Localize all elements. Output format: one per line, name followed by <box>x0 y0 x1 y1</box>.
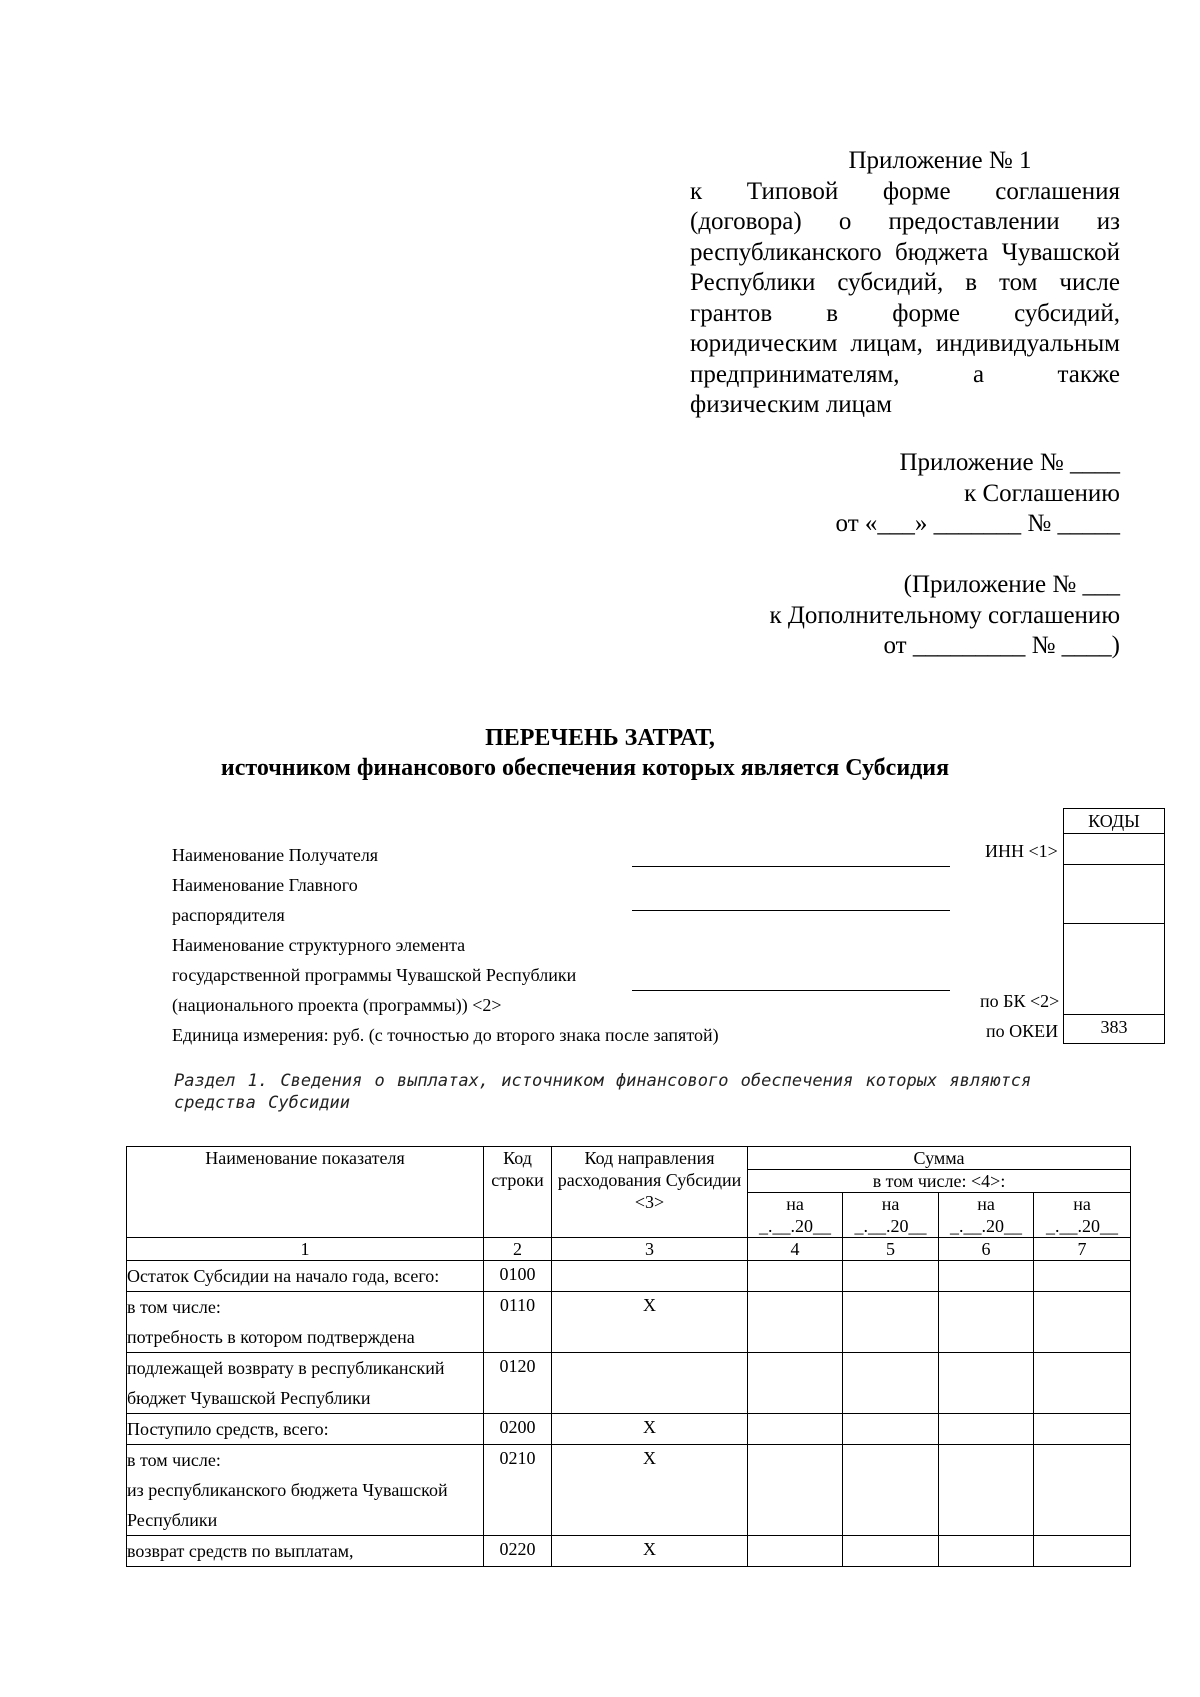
row-value[interactable] <box>843 1353 939 1414</box>
element-label-3: (национального проекта (программы)) <2> <box>172 995 502 1015</box>
codes-box <box>1063 808 1165 1044</box>
row-label: Остаток Субсидии на начало года, всего: <box>127 1261 484 1292</box>
additional-appendix-line1: (Приложение № ___ <box>903 571 1120 598</box>
row-label: Поступило средств, всего: <box>127 1414 484 1445</box>
row-code: 0120 <box>484 1353 552 1414</box>
inn-label: ИНН <1> <box>985 841 1058 861</box>
recipient-row <box>172 840 932 870</box>
element-row <box>172 930 932 1020</box>
manager-label-1: Наименование Главного <box>172 875 358 895</box>
header-period-3 <box>939 1193 1034 1238</box>
row-value[interactable] <box>843 1261 939 1292</box>
header-period-2 <box>843 1193 939 1238</box>
col-number: 4 <box>748 1238 843 1261</box>
row-value[interactable] <box>939 1353 1034 1414</box>
manager-row <box>172 870 932 930</box>
row-mark <box>552 1353 748 1414</box>
row-mark: X <box>552 1536 748 1567</box>
unit-row <box>172 1020 932 1050</box>
bk-label: по БК <2> <box>980 991 1060 1011</box>
header-sum: Сумма <box>748 1147 1131 1170</box>
row-code: 0200 <box>484 1414 552 1445</box>
agreement-appendix-line1: Приложение № ____ <box>899 449 1120 476</box>
agreement-appendix-line2: к Соглашению <box>964 479 1120 507</box>
appendix-title: Приложение № 1 <box>848 147 1032 174</box>
row-mark: X <box>552 1445 748 1536</box>
additional-appendix-line3: от _________ № ____) <box>883 632 1120 659</box>
row-code: 0100 <box>484 1261 552 1292</box>
bk-code-cell <box>1064 923 1164 1014</box>
period-date: _.__.20__ <box>950 1216 1022 1236</box>
table-row <box>127 1536 1131 1567</box>
appendix-text: к Типовой форме соглашения (договора) о предоставлении из республиканского бюджета Чувашской Республики субсидий, в том числе грантов в форме субсидий, юридическим лицам, индивидуальным предпринимателям, а также физическим лицам <box>690 177 1120 418</box>
col-number: 7 <box>1034 1238 1131 1261</box>
header-period-1 <box>748 1193 843 1238</box>
okei-code-cell: 383 <box>1064 1014 1164 1043</box>
row-value[interactable] <box>843 1292 939 1353</box>
manager-line <box>632 910 950 911</box>
codes-header: КОДЫ <box>1088 811 1140 831</box>
info-block <box>172 840 932 1050</box>
row-value[interactable] <box>748 1414 843 1445</box>
section-title: Раздел 1. Сведения о выплатах, источником финансового обеспечения которых являются средства Субсидии <box>174 1071 1032 1113</box>
row-value[interactable] <box>843 1536 939 1567</box>
row-mark: X <box>552 1292 748 1353</box>
row-value[interactable] <box>939 1414 1034 1445</box>
manager-code-cell <box>1064 864 1164 923</box>
row-value[interactable] <box>1034 1445 1131 1536</box>
col-number: 1 <box>127 1238 484 1261</box>
period-prefix: на <box>1073 1194 1091 1214</box>
row-value[interactable] <box>843 1414 939 1445</box>
recipient-line <box>632 866 950 867</box>
period-prefix: на <box>881 1194 900 1214</box>
period-date: _.__.20__ <box>854 1216 927 1236</box>
col-number: 5 <box>843 1238 939 1261</box>
header-name: Наименование показателя <box>127 1147 484 1238</box>
appendix-header <box>690 146 1120 421</box>
row-label: в том числе: потребность в котором подтверждена <box>127 1292 484 1353</box>
period-prefix: на <box>977 1194 995 1214</box>
table-row <box>127 1353 1131 1414</box>
row-value[interactable] <box>1034 1414 1131 1445</box>
heading-line2: источником финансового обеспечения которых является Субсидия <box>220 755 950 781</box>
row-code: 0220 <box>484 1536 552 1567</box>
period-date: _.__.20__ <box>1046 1216 1119 1236</box>
period-date: _.__.20__ <box>759 1216 831 1236</box>
header-including: в том числе: <4>: <box>748 1170 1131 1193</box>
row-code: 0210 <box>484 1445 552 1536</box>
col-number: 3 <box>552 1238 748 1261</box>
additional-appendix-line2: к Дополнительному соглашению <box>769 601 1120 629</box>
row-value[interactable] <box>1034 1292 1131 1353</box>
header-code: Код строки <box>484 1147 552 1238</box>
row-label: возврат средств по выплатам, <box>127 1536 484 1567</box>
inn-code-cell <box>1064 833 1164 864</box>
heading-line1: ПЕРЕЧЕНЬ ЗАТРАТ, <box>485 725 715 751</box>
row-value[interactable] <box>1034 1261 1131 1292</box>
row-mark: X <box>552 1414 748 1445</box>
row-value[interactable] <box>748 1261 843 1292</box>
row-value[interactable] <box>1034 1536 1131 1567</box>
manager-label-2: распорядителя <box>172 905 285 925</box>
col-number: 6 <box>939 1238 1034 1261</box>
recipient-label: Наименование Получателя <box>172 845 379 865</box>
header-direction: Код направления расходования Субсидии <3> <box>552 1147 748 1238</box>
row-mark <box>552 1261 748 1292</box>
row-code: 0110 <box>484 1292 552 1353</box>
agreement-appendix <box>836 448 1120 540</box>
element-line <box>632 990 950 991</box>
period-prefix: на <box>786 1194 804 1214</box>
document-heading <box>0 723 1200 783</box>
row-value[interactable] <box>939 1292 1034 1353</box>
agreement-appendix-line3: от «___» _______ № _____ <box>835 510 1120 537</box>
row-label: в том числе: из республиканского бюджета Чувашской Республики <box>127 1445 484 1536</box>
unit-label: Единица измерения: руб. (с точностью до второго знака после запятой) <box>172 1025 719 1045</box>
table-row <box>127 1261 1131 1292</box>
okei-label: по ОКЕИ <box>986 1021 1059 1041</box>
table-row <box>127 1292 1131 1353</box>
element-label-1: Наименование структурного элемента <box>172 935 466 955</box>
additional-appendix <box>769 570 1120 662</box>
table-row <box>127 1445 1131 1536</box>
row-value[interactable] <box>748 1536 843 1567</box>
column-numbers-row <box>127 1238 1131 1261</box>
payments-table <box>126 1146 1131 1567</box>
header-period-4 <box>1034 1193 1131 1238</box>
element-label-2: государственной программы Чувашской Республики <box>172 965 577 985</box>
row-value[interactable] <box>1034 1353 1131 1414</box>
row-value[interactable] <box>939 1536 1034 1567</box>
col-number: 2 <box>484 1238 552 1261</box>
row-value[interactable] <box>748 1353 843 1414</box>
row-value[interactable] <box>843 1445 939 1536</box>
row-value[interactable] <box>939 1261 1034 1292</box>
row-label: подлежащей возврату в республиканский бюджет Чувашской Республики <box>127 1353 484 1414</box>
row-value[interactable] <box>939 1445 1034 1536</box>
row-value[interactable] <box>748 1292 843 1353</box>
table-row <box>127 1414 1131 1445</box>
row-value[interactable] <box>748 1445 843 1536</box>
